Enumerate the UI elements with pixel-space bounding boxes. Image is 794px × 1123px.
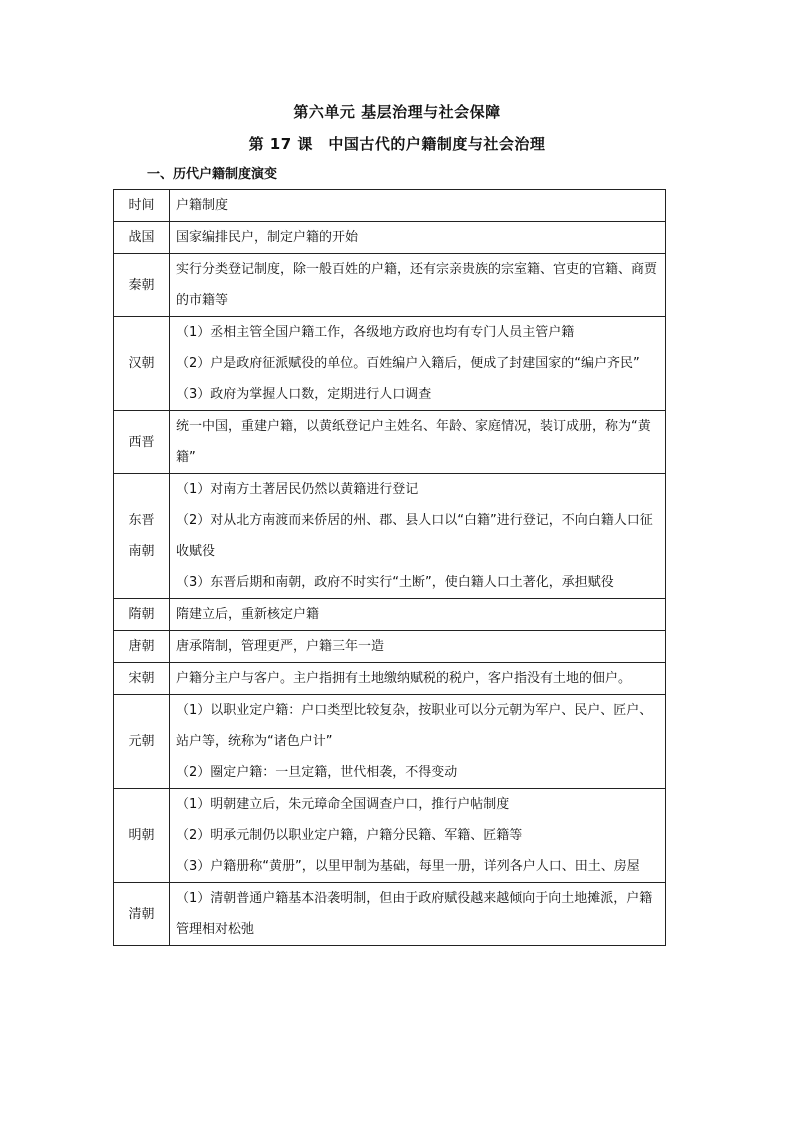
era-cell: 清朝 — [114, 883, 170, 946]
system-line: （2）户是政府征派赋役的单位。百姓编户入籍后，便成了封建国家的“编户齐民” — [176, 356, 640, 371]
system-cell — [170, 599, 666, 631]
header-system: 户籍制度 — [170, 190, 666, 222]
system-cell — [170, 695, 666, 789]
table-row — [114, 222, 666, 254]
household-registration-table — [113, 189, 666, 946]
system-line: （1）丞相主管全国户籍工作，各级地方政府也均有专门人员主管户籍 — [176, 325, 575, 340]
system-line: 户籍分主户与客户。主户指拥有土地缴纳赋税的税户，客户指没有土地的佃户。 — [176, 671, 632, 686]
system-line: 隋建立后，重新核定户籍 — [176, 607, 320, 622]
table-row — [114, 883, 666, 946]
era-cell: 明朝 — [114, 789, 170, 883]
system-line: （3）户籍册称“黄册”，以里甲制为基础，每里一册，详列各户人口、田土、房屋 — [176, 859, 640, 874]
system-cell — [170, 789, 666, 883]
system-line: （1）明朝建立后，朱元璋命全国调查户口，推行户帖制度 — [176, 797, 510, 812]
system-cell — [170, 883, 666, 946]
era-cell: 战国 — [114, 222, 170, 254]
section-heading: 一、历代户籍制度演变 — [147, 167, 278, 182]
system-cell — [170, 254, 666, 317]
system-cell — [170, 317, 666, 411]
era-cell: 东晋 南朝 — [114, 474, 170, 599]
system-line: 统一中国，重建户籍，以黄纸登记户主姓名、年龄、家庭情况，装订成册，称为“黄籍” — [176, 419, 651, 465]
system-line: （3）东晋后期和南朝，政府不时实行“土断”，使白籍人口土著化，承担赋役 — [176, 575, 614, 590]
system-cell — [170, 222, 666, 254]
table-body — [114, 190, 666, 946]
table-row — [114, 631, 666, 663]
system-line: （3）政府为掌握人口数，定期进行人口调查 — [176, 387, 432, 402]
system-line: （1）以职业定户籍：户口类型比较复杂，按职业可以分元朝为军户、民户、匠户、站户等，统称为“诸色户计” — [176, 703, 653, 749]
table-row — [114, 789, 666, 883]
table-row — [114, 474, 666, 599]
table-row — [114, 599, 666, 631]
table-row — [114, 254, 666, 317]
system-cell — [170, 474, 666, 599]
unit-title: 第六单元 基层治理与社会保障 — [293, 103, 501, 121]
table-row — [114, 663, 666, 695]
system-line: （2）明承元制仍以职业定户籍，户籍分民籍、军籍、匠籍等 — [176, 828, 523, 843]
era-cell: 隋朝 — [114, 599, 170, 631]
table-header-row — [114, 190, 666, 222]
system-line: （1）清朝普通户籍基本沿袭明制，但由于政府赋役越来越倾向于向土地摊派，户籍管理相对松弛 — [176, 891, 653, 937]
era-cell: 西晋 — [114, 411, 170, 474]
system-line: （1）对南方土著居民仍然以黄籍进行登记 — [176, 482, 419, 497]
system-cell — [170, 663, 666, 695]
table-row — [114, 411, 666, 474]
system-cell — [170, 631, 666, 663]
system-line: 国家编排民户，制定户籍的开始 — [176, 230, 359, 245]
era-cell: 唐朝 — [114, 631, 170, 663]
table-row — [114, 317, 666, 411]
system-cell — [170, 411, 666, 474]
era-cell: 宋朝 — [114, 663, 170, 695]
header-era: 时间 — [114, 190, 170, 222]
system-line: 唐承隋制，管理更严，户籍三年一造 — [176, 639, 385, 654]
table-row — [114, 695, 666, 789]
system-line: （2）圈定户籍：一旦定籍，世代相袭，不得变动 — [176, 765, 458, 780]
era-cell: 汉朝 — [114, 317, 170, 411]
lesson-title: 第 17 课 中国古代的户籍制度与社会治理 — [248, 135, 546, 153]
era-cell: 秦朝 — [114, 254, 170, 317]
era-cell: 元朝 — [114, 695, 170, 789]
system-line: （2）对从北方南渡而来侨居的州、郡、县人口以“白籍”进行登记，不向白籍人口征收赋役 — [176, 513, 653, 559]
system-line: 实行分类登记制度，除一般百姓的户籍，还有宗亲贵族的宗室籍、官吏的官籍、商贾的市籍等 — [176, 262, 658, 308]
